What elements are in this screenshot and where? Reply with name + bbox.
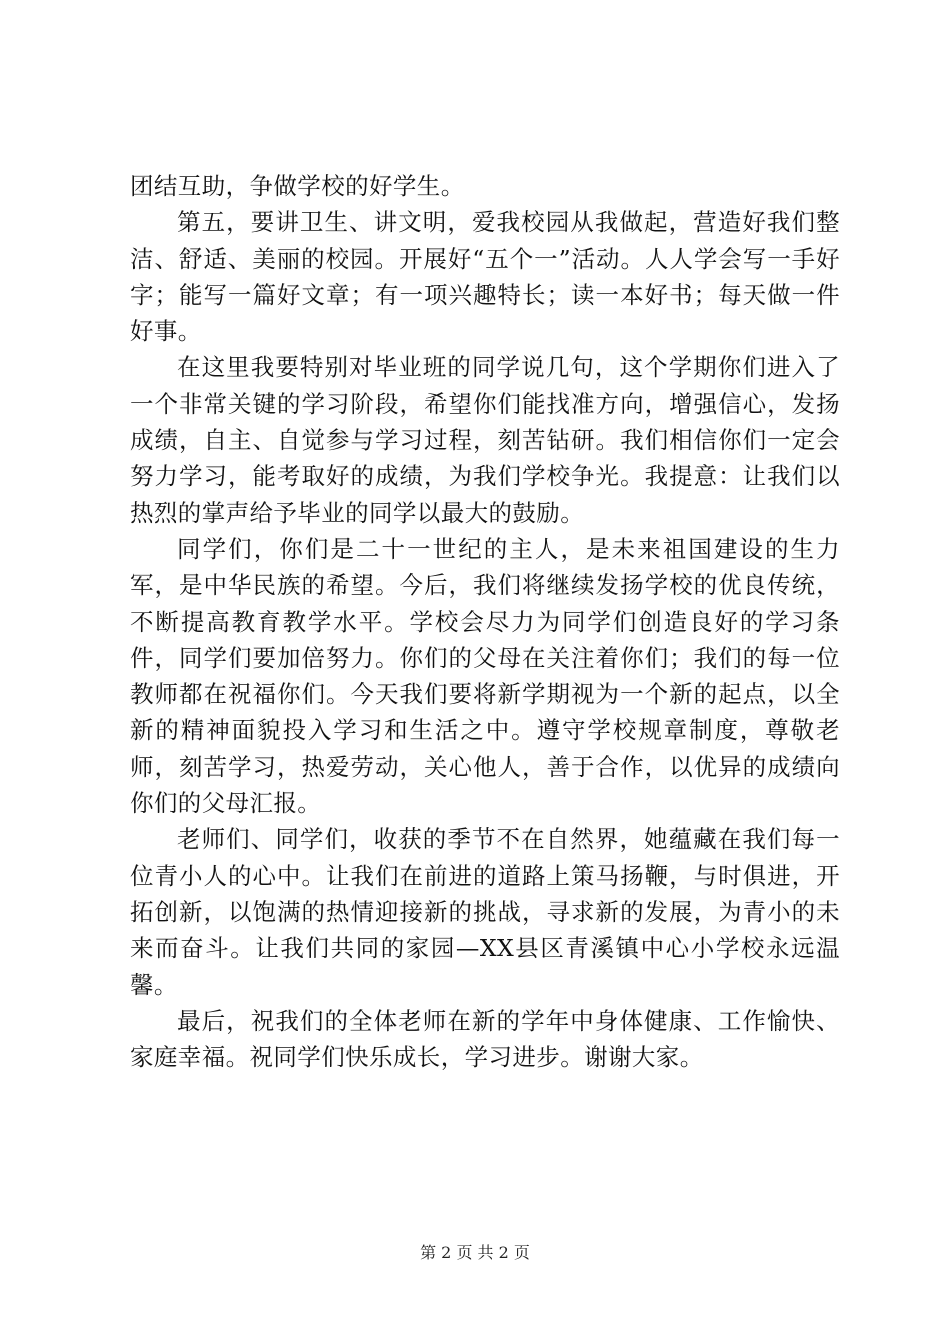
paragraph-3: 在这里我要特别对毕业班的同学说几句，这个学期你们进入了一个非常关键的学习阶段，希望你们能找准方向，增强信心，发扬成绩，自主、自觉参与学习过程，刻苦钻研。我们相信你们一定会努力学习，能考取好的成绩，为我们学校争光。我提意：让我们以热烈的掌声给予毕业的同学以最大的鼓励。 (130, 353, 840, 527)
page-footer (0, 1241, 950, 1265)
paragraph-6: 最后，祝我们的全体老师在新的学年中身体健康、工作愉快、家庭幸福。祝同学们快乐成长，学习进步。谢谢大家。 (130, 1006, 840, 1072)
document-body (130, 168, 840, 1075)
paragraph-1: 团结互助，争做学校的好学生。 (130, 172, 465, 200)
paragraph-4: 同学们，你们是二十一世纪的主人，是未来祖国建设的生力军，是中华民族的希望。今后，我们将继续发扬学校的优良传统，不断提高教育教学水平。学校会尽力为同学们创造良好的学习条件，同学们要加倍努力。你们的父母在关注着你们；我们的每一位教师都在祝福你们。今天我们要将新学期视为一个新的起点，以全新的精神面貌投入学习和生活之中。遵守学校规章制度，尊敬老师，刻苦学习，热爱劳动，关心他人，善于合作，以优异的成绩向你们的父母汇报。 (130, 534, 840, 818)
paragraph-5: 老师们、同学们，收获的季节不在自然界，她蕴藏在我们每一位青小人的心中。让我们在前进的道路上策马扬鞭，与时俱进，开拓创新，以饱满的热情迎接新的挑战，寻求新的发展，为青小的未来而奋斗。让我们共同的家园—XX县区青溪镇中心小学校永远温馨。 (130, 825, 840, 999)
paragraph-2: 第五，要讲卫生、讲文明，爱我校园从我做起，营造好我们整洁、舒适、美丽的校园。开展好“五个一”活动。人人学会写一手好字；能写一篇好文章；有一项兴趣特长；读一本好书；每天做一件好事。 (130, 208, 840, 346)
page-number: 第 2 页 共 2 页 (420, 1243, 530, 1262)
